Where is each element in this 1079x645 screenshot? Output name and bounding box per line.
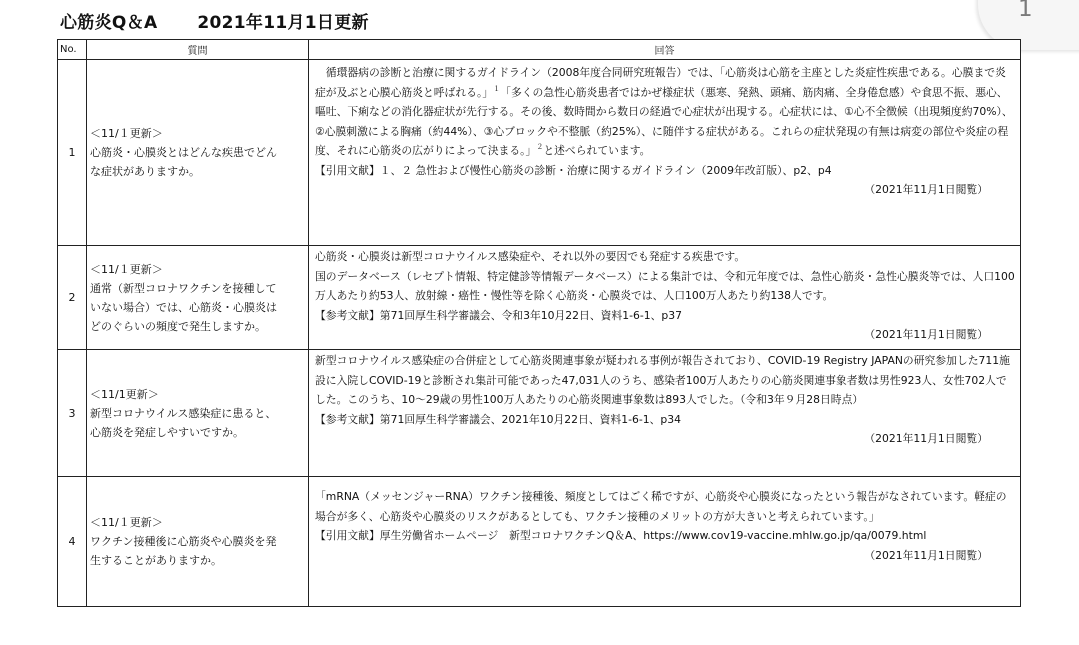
table-row xyxy=(58,246,1021,350)
reference-text: 【参考文献】第71回厚生科学審議会、令和3年10月22日、資料1-6-1、p37 xyxy=(315,308,682,322)
question-cell xyxy=(87,60,309,246)
question-line: ＜11/1更新＞ xyxy=(90,387,159,401)
row-number: 3 xyxy=(58,350,87,477)
answer-cell xyxy=(309,246,1021,350)
answer-text: 循環器病の診断と治療に関するガイドライン（2008年度合同研究班報告）では、「心筋炎は心筋を主座とした炎症性疾患である。心膜まで炎症が及ぶと心膜心筋炎と呼ばれる。」 xyxy=(315,66,1006,99)
question-line: な症状がありますか。 xyxy=(90,165,200,178)
question-line: 心筋炎を発症しやすいですか。 xyxy=(90,425,244,439)
question-line: 心筋炎・心膜炎とはどんな疾患でどん xyxy=(90,146,277,159)
answer-text: 「多くの急性心筋炎患者ではかぜ様症状（悪寒、発熱、頭痛、筋肉痛、全身倦怠感）や食思不振、悪心、嘔吐、下痢などの消化器症状が先行する。その後、数時間から数日の経過で心症状が出現する。心症状には、①心不全徴候（出現頻度約70%）、②心膜刺激による胸痛（約44%）、③心ブロックや不整脈（約25%）、に随伴する症状がある。これらの症状発現の有無は病変の部位や炎症の程度、それに心筋炎の広がりによって決まる。」 xyxy=(315,85,1013,157)
question-line: ワクチン接種後に心筋炎や心膜炎を発 xyxy=(90,535,277,548)
question-line: ＜11/１更新＞ xyxy=(90,127,163,140)
answer-cell xyxy=(309,60,1021,246)
question-cell xyxy=(87,246,309,350)
question-line: 通常（新型コロナワクチンを接種して xyxy=(90,281,277,295)
qa-table xyxy=(57,39,1021,607)
question-line: ＜11/１更新＞ xyxy=(90,516,163,529)
answer-paragraph: 新型コロナウイルス感染症の合併症として心筋炎関連事象が疑われる事例が報告されており、COVID-19 Registry JAPANの研究参加した711施設に入院しCOVID-19と診断され集計可能であった47,031人のうち、感染者100万人あたりの心筋炎関連事象者数は男性923人、女性702人でした。このうち、10～29歳の男性100万人あたりの心筋炎関連事象数は893人でした。（令和3年９月28日時点） xyxy=(315,354,1010,406)
question-line: 新型コロナウイルス感染症に患ると、 xyxy=(90,406,277,420)
answer-text: と述べられています。 xyxy=(543,144,651,157)
question-line: どのぐらいの頻度で発生しますか。 xyxy=(90,319,266,333)
answer-cell xyxy=(309,477,1021,607)
answer-paragraph xyxy=(315,63,1016,161)
answer-paragraph: 心筋炎・心膜炎は新型コロナウイルス感染症や、それ以外の要因でも発症する疾患です。 xyxy=(315,250,746,263)
access-date: （2021年11月1日閲覧） xyxy=(864,183,988,196)
answer-cell xyxy=(309,350,1021,477)
page-title xyxy=(60,8,369,33)
access-date: （2021年11月1日閲覧） xyxy=(864,328,988,341)
header-no: No. xyxy=(58,40,87,60)
row-number: 4 xyxy=(58,477,87,607)
table-row xyxy=(58,350,1021,477)
question-cell xyxy=(87,477,309,607)
question-line: いない場合）では、心筋炎・心膜炎は xyxy=(90,300,277,314)
reference-text: 【引用文献】厚生労働省ホームページ 新型コロナワクチンQ＆A、https://www.cov19-vaccine.mhlw.go.jp/qa/0079.html xyxy=(315,529,927,542)
header-answer: 回答 xyxy=(309,40,1021,60)
answer-paragraph: 国のデータベース（レセプト情報、特定健診等情報データベース）による集計では、令和元年度では、急性心筋炎・急性心膜炎等では、人口100万人あたり約53人、放射線・癌性・慢性等を除く心筋炎・心膜炎では、人口100万人あたり約138人です。 xyxy=(315,269,1015,302)
row-number: 1 xyxy=(58,60,87,246)
title-text: 心筋炎Q＆A xyxy=(60,13,158,33)
footnote-mark: ２ xyxy=(536,143,544,151)
table-row xyxy=(58,60,1021,246)
reference-text: 【参考文献】第71回厚生科学審議会、2021年10月22日、資料1-6-1、p34 xyxy=(315,412,682,426)
row-number: 2 xyxy=(58,246,87,350)
question-line: 生することがありますか。 xyxy=(90,554,222,567)
table-row xyxy=(58,477,1021,607)
access-date: （2021年11月1日閲覧） xyxy=(864,432,988,445)
header-question: 質問 xyxy=(87,40,309,60)
access-date: （2021年11月1日閲覧） xyxy=(864,548,988,562)
question-line: ＜11/１更新＞ xyxy=(90,262,163,276)
footnote-mark: １ xyxy=(493,84,501,93)
question-cell xyxy=(87,350,309,477)
page-number: 1 xyxy=(1018,0,1033,22)
update-date: 2021年11月1日更新 xyxy=(197,13,369,33)
header-row xyxy=(58,40,1021,60)
answer-paragraph: 「mRNA（メッセンジャーRNA）ワクチン接種後、頻度としてはごく稀ですが、心筋炎や心膜炎になったという報告がなされています。軽症の場合が多く、心筋炎や心膜炎のリスクがあるとしても、ワクチン接種のメリットの方が大きいと考えられています。」 xyxy=(315,490,1007,523)
reference-text: 【引用文献】１、２ 急性および慢性心筋炎の診断・治療に関するガイドライン（2009年改訂版）、p2、p4 xyxy=(315,163,832,177)
